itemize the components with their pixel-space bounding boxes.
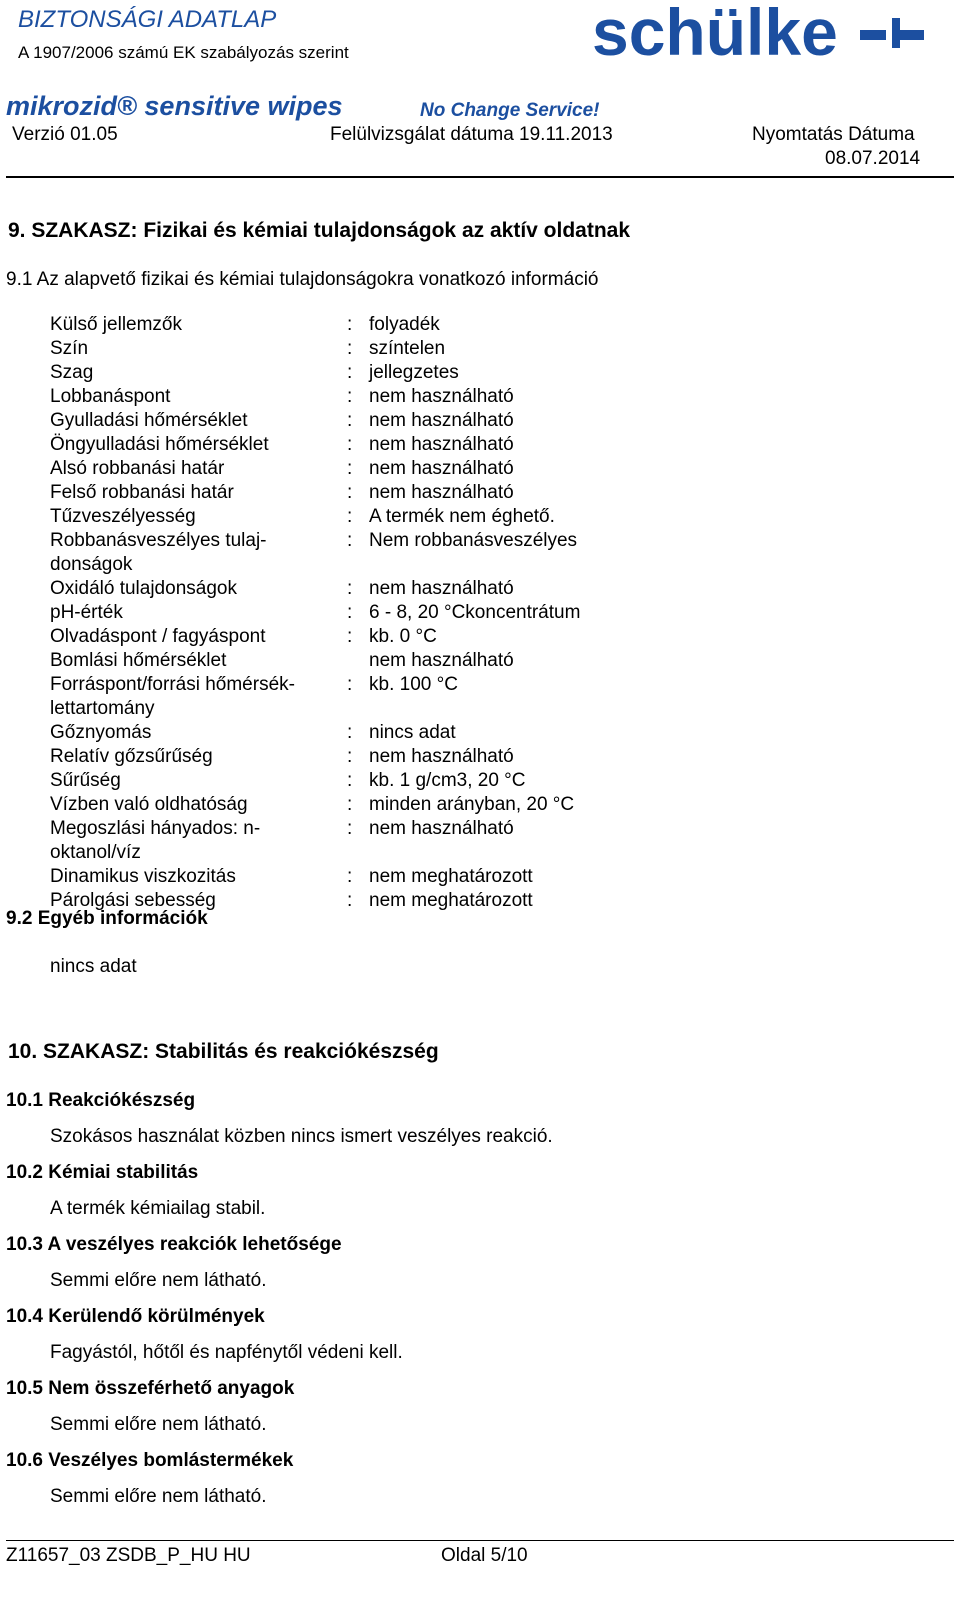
property-row (50, 577, 650, 601)
property-colon: : (347, 626, 353, 647)
version-label: Verzió 01.05 (12, 124, 118, 145)
properties-table (50, 313, 650, 913)
property-row (50, 817, 650, 865)
property-label: Szag (50, 362, 94, 383)
property-label: Párolgási sebesség (50, 890, 216, 911)
section-9-2-text: nincs adat (50, 956, 137, 977)
property-row (50, 505, 650, 529)
property-value: nem használható (369, 386, 514, 407)
schulke-logo (592, 0, 932, 75)
property-label: Alsó robbanási határ (50, 458, 225, 479)
section-10-6-text: Semmi előre nem látható. (50, 1486, 267, 1507)
property-row (50, 481, 650, 505)
property-value: kb. 100 °C (369, 674, 458, 695)
property-colon: : (347, 362, 353, 383)
property-label: Külső jellemzők (50, 314, 182, 335)
no-change-note: No Change Service! (420, 100, 600, 121)
property-label: Forráspont/forrási hőmérsék- lettartomány (50, 674, 295, 719)
property-row (50, 865, 650, 889)
property-label: Oxidáló tulajdonságok (50, 578, 237, 599)
property-colon: : (347, 674, 353, 695)
section-10-1-title: 10.1 Reakciókészség (6, 1090, 196, 1111)
property-label: Robbanásveszélyes tulaj- donságok (50, 530, 267, 575)
revision-date: Felülvizsgálat dátuma 19.11.2013 (330, 124, 613, 145)
property-row (50, 769, 650, 793)
property-label: Bomlási hőmérséklet (50, 650, 227, 671)
property-value: folyadék (369, 314, 440, 335)
property-row (50, 385, 650, 409)
section-10-2-text: A termék kémiailag stabil. (50, 1198, 266, 1219)
property-colon: : (347, 746, 353, 767)
property-colon: : (347, 434, 353, 455)
property-label: Olvadáspont / fagyáspont (50, 626, 266, 647)
section-10-title: 10. SZAKASZ: Stabilitás és reakciókészség (8, 1040, 439, 1063)
property-colon: : (347, 578, 353, 599)
property-label: Gőznyomás (50, 722, 152, 743)
section-10-2-title: 10.2 Kémiai stabilitás (6, 1162, 199, 1183)
property-value: színtelen (369, 338, 446, 359)
property-label: Dinamikus viszkozitás (50, 866, 236, 887)
section-10-5-text: Semmi előre nem látható. (50, 1414, 267, 1435)
property-value: Nem robbanásveszélyes (369, 530, 578, 551)
section-10-6-title: 10.6 Veszélyes bomlástermékek (6, 1450, 294, 1471)
document-title: BIZTONSÁGI ADATLAP (18, 6, 277, 33)
property-row (50, 649, 650, 673)
print-date: 08.07.2014 (825, 148, 921, 169)
property-colon: : (347, 794, 353, 815)
property-colon: : (347, 458, 353, 479)
property-row (50, 337, 650, 361)
property-row (50, 721, 650, 745)
footer-divider (6, 1540, 954, 1541)
property-label: Vízben való oldhatóság (50, 794, 248, 815)
property-value: nem használható (369, 650, 514, 671)
property-colon: : (347, 338, 353, 359)
property-colon: : (347, 410, 353, 431)
property-value: nem használható (369, 434, 514, 455)
property-label: pH-érték (50, 602, 123, 623)
property-row (50, 601, 650, 625)
property-label: Szín (50, 338, 89, 359)
section-10-1-text: Szokásos használat közben nincs ismert veszélyes reakció. (50, 1126, 553, 1147)
property-colon: : (347, 818, 353, 839)
property-value: nincs adat (369, 722, 456, 743)
property-value: jellegzetes (369, 362, 459, 383)
property-colon: : (347, 602, 353, 623)
property-value: nem használható (369, 578, 514, 599)
property-value: nem használható (369, 746, 514, 767)
property-row (50, 745, 650, 769)
property-row (50, 673, 650, 721)
section-9-2-title: 9.2 Egyéb információk (6, 908, 208, 929)
section-10-4-title: 10.4 Kerülendő körülmények (6, 1306, 265, 1327)
property-colon: : (347, 314, 353, 335)
svg-text:schülke: schülke (592, 0, 838, 69)
property-row (50, 409, 650, 433)
property-colon: : (347, 386, 353, 407)
property-colon: : (347, 482, 353, 503)
property-row (50, 625, 650, 649)
property-colon: : (347, 530, 353, 551)
property-value: kb. 0 °C (369, 626, 437, 647)
section-10-4-text: Fagyástól, hőtől és napfénytől védeni kell. (50, 1342, 403, 1363)
regulation-subtitle: A 1907/2006 számú EK szabályozás szerint (18, 43, 349, 62)
property-row (50, 793, 650, 817)
section-10-3-title: 10.3 A veszélyes reakciók lehetősége (6, 1234, 342, 1255)
header-divider (6, 176, 954, 178)
property-value: kb. 1 g/cm3, 20 °C (369, 770, 526, 791)
property-value: minden arányban, 20 °C (369, 794, 575, 815)
print-date-label: Nyomtatás Dátuma (752, 124, 915, 145)
property-colon: : (347, 866, 353, 887)
property-value: nem használható (369, 482, 514, 503)
property-colon: : (347, 506, 353, 527)
property-colon (347, 649, 369, 673)
property-value: nem használható (369, 458, 514, 479)
property-row (50, 433, 650, 457)
property-row (50, 529, 650, 577)
property-row (50, 457, 650, 481)
footer-page-number: Oldal 5/10 (441, 1545, 528, 1566)
property-label: Sűrűség (50, 770, 121, 791)
property-label: Lobbanáspont (50, 386, 171, 407)
section-10-3-text: Semmi előre nem látható. (50, 1270, 267, 1291)
property-label: Relatív gőzsűrűség (50, 746, 213, 767)
property-label: Öngyulladási hőmérséklet (50, 434, 269, 455)
product-name: mikrozid® sensitive wipes (6, 91, 343, 121)
footer-doc-code: Z11657_03 ZSDB_P_HU HU (6, 1545, 251, 1566)
property-value: nem meghatározott (369, 890, 533, 911)
property-label: Gyulladási hőmérséklet (50, 410, 248, 431)
property-value: nem meghatározott (369, 866, 533, 887)
property-value: 6 - 8, 20 °Ckoncentrátum (369, 602, 581, 623)
property-value: nem használható (369, 410, 514, 431)
property-colon: : (347, 890, 353, 911)
property-label: Megoszlási hányados: n- oktanol/víz (50, 818, 261, 863)
property-colon: : (347, 770, 353, 791)
property-label: Felső robbanási határ (50, 482, 234, 503)
property-label: Tűzveszélyesség (50, 506, 196, 527)
property-row (50, 361, 650, 385)
section-10-5-title: 10.5 Nem összeférhető anyagok (6, 1378, 295, 1399)
property-value: A termék nem éghető. (369, 506, 555, 527)
schulke-logo-mark-icon (860, 18, 924, 48)
section-9-1-title: 9.1 Az alapvető fizikai és kémiai tulajdonságokra vonatkozó információ (6, 269, 599, 290)
property-colon: : (347, 722, 353, 743)
property-value: nem használható (369, 818, 514, 839)
section-9-title: 9. SZAKASZ: Fizikai és kémiai tulajdonságok az aktív oldatnak (8, 219, 631, 242)
property-row (50, 313, 650, 337)
